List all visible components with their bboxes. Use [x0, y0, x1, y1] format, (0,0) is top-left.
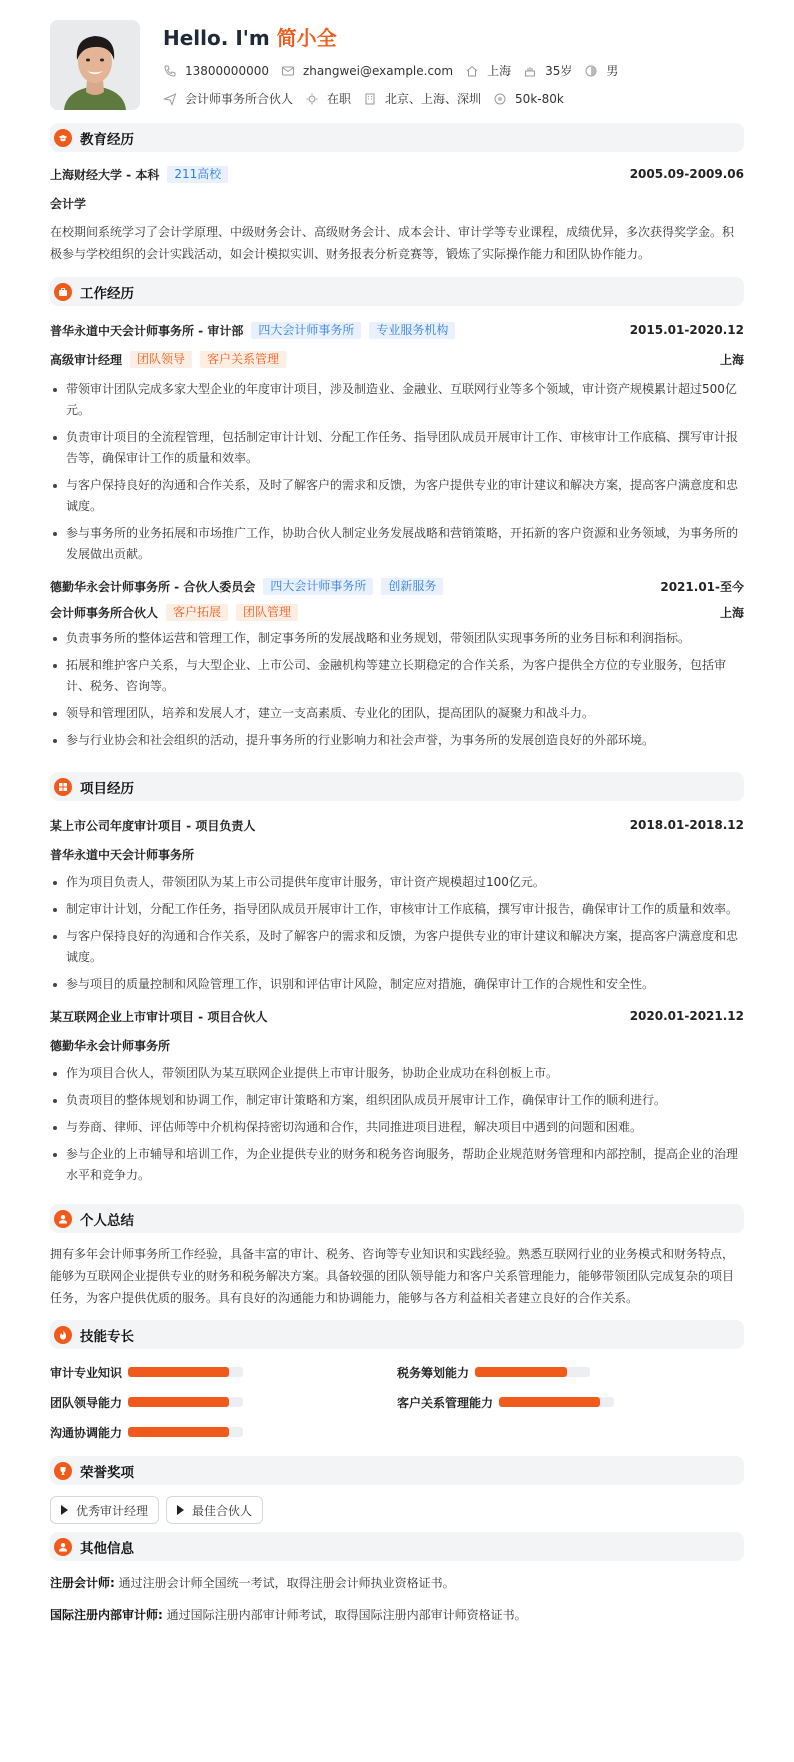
- list-item: 与券商、律师、评估师等中介机构保持密切沟通和合作，共同推进项目进程，解决项目中遇到的问题和困难。: [50, 1117, 744, 1138]
- project-entry: [50, 1001, 744, 1186]
- list-item: 负责审计项目的全流程管理，包括制定审计计划、分配工作任务、指导团队成员开展审计工作、审核审计工作底稿、撰写审计报告等，确保审计工作的质量和效率。: [50, 427, 744, 469]
- skill-item: 沟通协调能力: [50, 1417, 397, 1447]
- fire-icon: [54, 1326, 72, 1344]
- candidate-name: 简小全: [276, 26, 337, 50]
- list-item: 领导和管理团队，培养和发展人才，建立一支高素质、专业化的团队，提高团队的凝聚力和战斗力。: [50, 703, 744, 724]
- job-status: 在职: [305, 90, 351, 107]
- award-item[interactable]: 优秀审计经理: [50, 1496, 159, 1524]
- age: 35岁: [523, 62, 572, 79]
- skill-level: [128, 1367, 229, 1377]
- graduation-cap-icon: [54, 129, 72, 147]
- skill-bar: [128, 1397, 243, 1407]
- list-item: 参与项目的质量控制和风险管理工作，识别和评估审计风险，制定应对措施，确保审计工作的合规性和安全性。: [50, 974, 744, 995]
- skill-bar: [475, 1367, 590, 1377]
- skill-bar: [128, 1427, 243, 1437]
- list-item: 参与企业的上市辅导和培训工作，为企业提供专业的财务和税务咨询服务，帮助企业规范财务管理和内部控制，提高企业的治理水平和竞争力。: [50, 1144, 744, 1186]
- phone: 13800000000: [163, 64, 269, 78]
- section-work: 工作经历: [50, 277, 744, 306]
- role: 高级审计经理: [50, 352, 123, 367]
- email: zhangwei@example.com: [281, 64, 453, 78]
- briefcase-icon: [54, 283, 72, 301]
- avatar: [50, 20, 140, 110]
- work-entry: [50, 315, 744, 565]
- school: 上海财经大学 - 本科: [50, 167, 160, 182]
- user-icon: [54, 1210, 72, 1228]
- skill-level: [499, 1397, 600, 1407]
- work-locations: 北京、上海、深圳: [363, 90, 481, 107]
- salary: 50k-80k: [493, 92, 564, 106]
- other-item: 国际注册内部审计师: 通过国际注册内部审计师考试，取得国际注册内部审计师资格证书。: [50, 1608, 527, 1622]
- city: 上海: [465, 62, 511, 79]
- other-list: [50, 1572, 744, 1626]
- person-icon: [54, 1538, 72, 1556]
- contact-row: [163, 62, 630, 79]
- role: 会计师事务所合伙人: [50, 605, 159, 620]
- skill-item: 团队领导能力: [50, 1387, 397, 1417]
- job-row: [163, 90, 576, 107]
- mail-icon: [281, 64, 295, 78]
- summary-text: 拥有多年会计师事务所工作经验，具备丰富的审计、税务、咨询等专业知识和实践经验。熟悉互联网行业的业务模式和财务特点，能够为互联网企业提供专业的财务和税务解决方案。具备较强的团队领导能力和客户关系管理能力，能够带领团队完成复杂的项目任务，为客户提供优质的服务。具有良好的沟通能力和协调能力，能够与各方利益相关者建立良好的合作关系。: [50, 1247, 735, 1305]
- play-icon: [61, 1505, 68, 1515]
- skill-item: 税务筹划能力: [397, 1357, 744, 1387]
- coin-icon: [493, 92, 507, 106]
- resume-header: [50, 20, 744, 110]
- project-bullets: [50, 1063, 744, 1186]
- other-item: 注册会计师: 通过注册会计师全国统一考试，取得注册会计师执业资格证书。: [50, 1576, 455, 1590]
- list-item: 负责事务所的整体运营和管理工作，制定事务所的发展战略和业务规划，带领团队实现事务所的业务目标和利润指标。: [50, 628, 744, 649]
- work-entry: [50, 571, 744, 751]
- project-name: 某上市公司年度审计项目 - 项目负责人: [50, 818, 256, 833]
- home-icon: [465, 64, 479, 78]
- resume: [50, 20, 744, 1626]
- cake-icon: [523, 64, 537, 78]
- building-icon: [363, 92, 377, 106]
- greeting: Hello. I'm 简小全: [163, 26, 337, 50]
- section-other: 其他信息: [50, 1532, 744, 1561]
- role-tag: 客户拓展: [166, 604, 228, 621]
- education-entry: [50, 159, 744, 265]
- project-date: 2018.01-2018.12: [629, 818, 744, 832]
- section-summary: 个人总结: [50, 1204, 744, 1233]
- list-item: 拓展和维护客户关系，与大型企业、上市公司、金融机构等建立长期稳定的合作关系，为客户提供全方位的专业服务，包括审计、税务、咨询等。: [50, 655, 744, 697]
- award-item[interactable]: 最佳合伙人: [166, 1496, 263, 1524]
- gender-icon: [584, 64, 598, 78]
- work-date: 2021.01-至今: [660, 579, 744, 594]
- project-bullets: [50, 872, 744, 995]
- skill-bar: [499, 1397, 614, 1407]
- skill-bar: [128, 1367, 243, 1377]
- work-bullets: [50, 628, 744, 751]
- company-tag: 专业服务机构: [369, 322, 455, 339]
- skill-level: [128, 1427, 229, 1437]
- job-position: 会计师事务所合伙人: [163, 90, 293, 107]
- list-item: 制定审计计划，分配工作任务，指导团队成员开展审计工作，审核审计工作底稿，撰写审计报告，确保审计工作的质量和效率。: [50, 899, 744, 920]
- skill-item: 审计专业知识: [50, 1357, 397, 1387]
- list-item: 负责项目的整体规划和协调工作，制定审计策略和方案，组织团队成员开展审计工作，确保审计工作的顺利进行。: [50, 1090, 744, 1111]
- school-tag: 211高校: [167, 166, 228, 183]
- section-projects: 项目经历: [50, 772, 744, 801]
- work-bullets: [50, 379, 744, 565]
- project-date: 2020.01-2021.12: [629, 1009, 744, 1023]
- section-skills: 技能专长: [50, 1320, 744, 1349]
- project-org: 德勤华永会计师事务所: [50, 1038, 171, 1053]
- status-icon: [305, 92, 319, 106]
- company-tag: 创新服务: [381, 578, 443, 595]
- play-icon: [177, 1505, 184, 1515]
- work-date: 2015.01-2020.12: [629, 323, 744, 337]
- work-city: 上海: [719, 352, 744, 367]
- role-tag: 团队管理: [236, 604, 298, 621]
- skills-list: [50, 1357, 744, 1447]
- company-tag: 四大会计师事务所: [263, 578, 373, 595]
- company-tag: 四大会计师事务所: [251, 322, 361, 339]
- project-entry: [50, 810, 744, 995]
- role-tag: 团队领导: [130, 351, 192, 368]
- list-item: 参与行业协会和社会组织的活动，提升事务所的行业影响力和社会声誉，为事务所的发展创造良好的外部环境。: [50, 730, 744, 751]
- skill-item: 客户关系管理能力: [397, 1387, 744, 1417]
- major: 会计学: [50, 196, 87, 211]
- list-item: 与客户保持良好的沟通和合作关系，及时了解客户的需求和反馈，为客户提供专业的审计建议和解决方案，提高客户满意度和忠诚度。: [50, 475, 744, 517]
- work-city: 上海: [719, 605, 744, 620]
- awards-list: [50, 1496, 744, 1524]
- section-awards: 荣誉奖项: [50, 1456, 744, 1485]
- list-item: 作为项目负责人，带领团队为某上市公司提供年度审计服务，审计资产规模超过100亿元。: [50, 872, 744, 893]
- company: 德勤华永会计师事务所 - 合伙人委员会: [50, 579, 256, 594]
- send-icon: [163, 92, 177, 106]
- phone-icon: [163, 64, 177, 78]
- project-org: 普华永道中天会计师事务所: [50, 847, 195, 862]
- list-item: 参与事务所的业务拓展和市场推广工作，协助合伙人制定业务发展战略和营销策略，开拓新的客户资源和业务领域，为事务所的发展做出贡献。: [50, 523, 744, 565]
- role-tag: 客户关系管理: [200, 351, 286, 368]
- education-date: 2005.09-2009.06: [629, 167, 744, 181]
- list-item: 带领审计团队完成多家大型企业的年度审计项目，涉及制造业、金融业、互联网行业等多个领域，审计资产规模累计超过500亿元。: [50, 379, 744, 421]
- education-desc: 在校期间系统学习了会计学原理、中级财务会计、高级财务会计、成本会计、审计学等专业课程，成绩优异，多次获得奖学金。积极参与学校组织的会计实践活动，如会计模拟实训、财务报表分析竞赛等，锻炼了实际操作能力和团队协作能力。: [50, 225, 735, 261]
- skill-level: [128, 1397, 229, 1407]
- list-item: 与客户保持良好的沟通和合作关系，及时了解客户的需求和反馈，为客户提供专业的审计建议和解决方案，提高客户满意度和忠诚度。: [50, 926, 744, 968]
- trophy-icon: [54, 1462, 72, 1480]
- section-education: 教育经历: [50, 123, 744, 152]
- project-name: 某互联网企业上市审计项目 - 项目合伙人: [50, 1009, 268, 1024]
- grid-icon: [54, 778, 72, 796]
- list-item: 作为项目合伙人，带领团队为某互联网企业提供上市审计服务，协助企业成功在科创板上市。: [50, 1063, 744, 1084]
- skill-level: [475, 1367, 567, 1377]
- gender: 男: [584, 62, 618, 79]
- company: 普华永道中天会计师事务所 - 审计部: [50, 323, 244, 338]
